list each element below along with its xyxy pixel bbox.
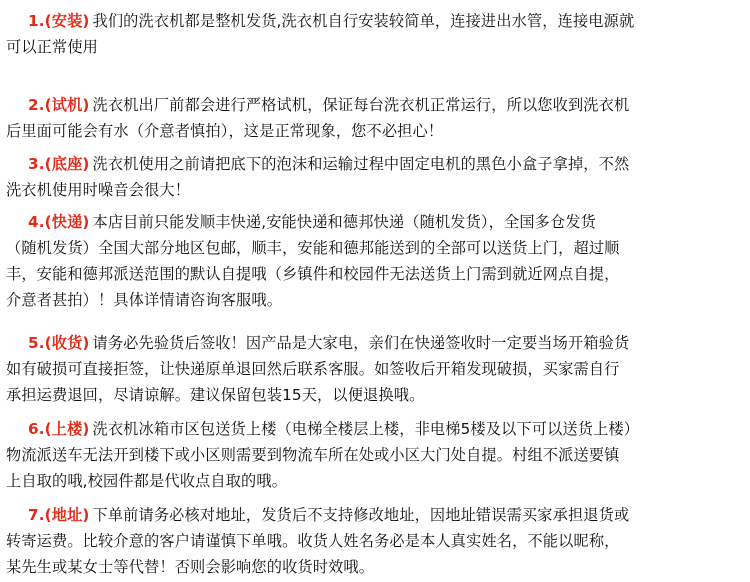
notice-delivery [6, 209, 746, 313]
notice-trial-run [6, 92, 746, 144]
notice-tag: 7.(地址) [28, 506, 90, 524]
notice-line [6, 502, 746, 528]
notice-text: 洗衣机冰箱市区包送货上楼（电梯全楼层上楼，非电梯5楼及以下可以送货上楼） [92, 420, 640, 438]
notice-base [6, 151, 746, 203]
notice-line [6, 151, 746, 177]
notice-line [6, 416, 746, 442]
notice-tag: 5.(收货) [28, 334, 90, 352]
notice-line: 洗衣机使用时噪音会很大！ [6, 181, 191, 199]
notice-text: 洗衣机使用之前请把底下的泡沫和运输过程中固定电机的黑色小盒子拿掉，不然 [92, 155, 630, 173]
notice-receipt [6, 330, 746, 408]
notice-line: 后里面可能会有水（介意者慎拍），这是正常现象，您不必担心！ [6, 122, 444, 140]
notice-address [6, 502, 746, 580]
notice-line: 承担运费退回，尽请谅解。建议保留包装15天，以便退换哦。 [6, 386, 425, 404]
notice-line [6, 330, 746, 356]
notice-line [6, 8, 746, 34]
notice-upstairs [6, 416, 746, 494]
notice-text: 我们的洗衣机都是整机发货,洗衣机自行安装较简单，连接进出水管，连接电源就 [92, 12, 635, 30]
notice-line [6, 209, 746, 235]
notice-install [6, 8, 746, 60]
notice-line [6, 92, 746, 118]
notice-tag: 4.(快递) [28, 213, 90, 231]
notice-line: 物流派送车无法开到楼下或小区则需要到物流车所在处或小区大门处自提。村组不派送要镇 [6, 446, 620, 464]
notice-line: 上自取的哦,校园件都是代收点自取的哦。 [6, 472, 288, 490]
notice-line: （随机发货）全国大部分地区包邮，顺丰，安能和德邦能送到的全部可以送货上门，超过顺 [6, 239, 620, 257]
notice-line: 某先生或某女士等代替！否则会影响您的收货时效哦。 [6, 558, 375, 576]
notice-line: 丰，安能和德邦派送范围的默认自提哦（乡镇件和校园件无法送货上门需到就近网点自提， [6, 265, 620, 283]
notice-line: 可以正常使用 [6, 38, 99, 56]
notice-text: 请务必先验货后签收！因产品是大家电，亲们在快递签收时一定要当场开箱验货 [92, 334, 630, 352]
notice-line: 介意者甚拍）！具体详情请咨询客服哦。 [6, 291, 283, 309]
notice-tag: 1.(安装) [28, 12, 90, 30]
notice-text: 洗衣机出厂前都会进行严格试机，保证每台洗衣机正常运行，所以您收到洗衣机 [92, 96, 630, 114]
notice-text: 本店目前只能发顺丰快递,安能快递和德邦快递（随机发货），全国多仓发货 [92, 213, 597, 231]
notice-tag: 6.(上楼) [28, 420, 90, 438]
notice-line: 如有破损可直接拒签，让快递原单退回然后联系客服。如签收后开箱发现破损，买家需自行 [6, 360, 620, 378]
notice-tag: 3.(底座) [28, 155, 90, 173]
notice-tag: 2.(试机) [28, 96, 90, 114]
notice-text: 下单前请务必核对地址，发货后不支持修改地址，因地址错误需买家承担退货或 [92, 506, 630, 524]
notice-line: 转寄运费。比较介意的客户请谨慎下单哦。收货人姓名务必是本人真实姓名，不能以昵称， [6, 532, 620, 550]
